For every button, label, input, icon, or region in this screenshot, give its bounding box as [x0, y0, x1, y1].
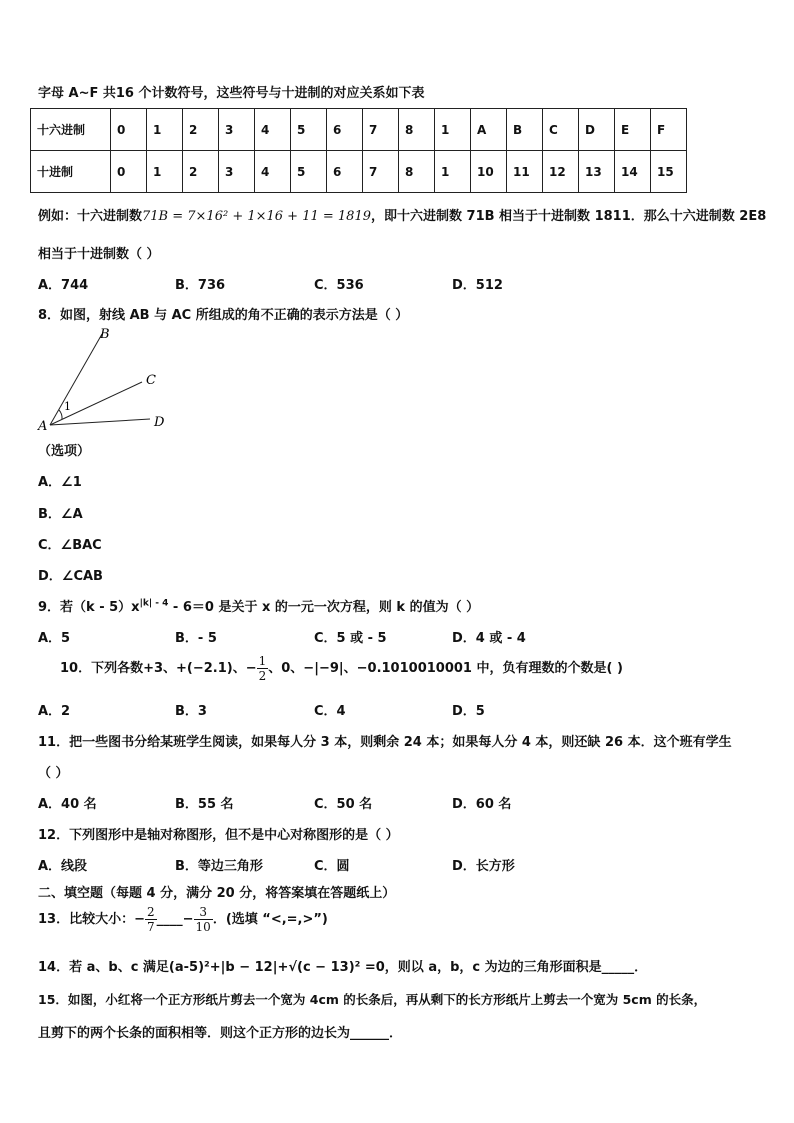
q11-line2: （ ） [38, 766, 69, 781]
q11-option-c[interactable]: C．50 名 [314, 797, 373, 812]
q7-example-formula: 71B = 7×16² + 1×16 + 11 = 1819 [142, 209, 371, 224]
label-angle-1: 1 [64, 400, 71, 413]
intro-text: 字母 A~F 共16 个计数符号，这些符号与十进制的对应关系如下表 [38, 86, 425, 101]
table-cell: 6 [327, 151, 363, 193]
q13-pre: 13．比较大小：− [38, 912, 145, 927]
q7-example [38, 205, 766, 224]
q13-mid: ____− [156, 912, 194, 927]
q10-option-c[interactable]: C．4 [314, 704, 346, 719]
table-cell: 6 [327, 109, 363, 151]
table-row-hex [31, 109, 687, 151]
q12-option-d[interactable]: D．长方形 [452, 859, 515, 874]
q10-post: 、0、−|−9|、−0.1010010001 中，负有理数的个数是( ) [268, 661, 623, 676]
table-cell: 1 [147, 109, 183, 151]
q10-frac-den: 2 [258, 669, 267, 683]
table-cell: 13 [579, 151, 615, 193]
q8-option-a[interactable]: A．∠1 [38, 475, 82, 490]
q10-option-b[interactable]: B．3 [175, 704, 207, 719]
table-cell: 十六进制 [31, 109, 111, 151]
q13-f2-num: 3 [194, 905, 213, 920]
table-cell: 0 [111, 109, 147, 151]
q7-option-d[interactable]: D．512 [452, 278, 503, 293]
table-cell: C [543, 109, 579, 151]
table-cell: 8 [399, 151, 435, 193]
q7-option-b[interactable]: B．736 [175, 278, 226, 293]
q11-option-b[interactable]: B．55 名 [175, 797, 234, 812]
table-cell: 11 [507, 151, 543, 193]
q7-option-c[interactable]: C．536 [314, 278, 364, 293]
q13-stem [38, 905, 328, 934]
section-2-heading: 二、填空题（每题 4 分，满分 20 分，将答案填在答题纸上） [38, 886, 396, 901]
q13-fraction-1 [145, 905, 157, 934]
table-cell: 十进制 [31, 151, 111, 193]
q9-stem-post: - 6＝0 是关于 x 的一元一次方程，则 k 的值为（ ） [168, 600, 480, 615]
q7-option-a[interactable]: A．744 [38, 278, 89, 293]
table-cell: 2 [183, 109, 219, 151]
q9-stem-pre: 9．若（k - 5）x [38, 600, 140, 615]
q12-option-b[interactable]: B．等边三角形 [175, 859, 263, 874]
table-cell: 5 [291, 151, 327, 193]
q9-option-a[interactable]: A．5 [38, 631, 71, 646]
angle-arc [59, 410, 62, 419]
q7-example-pre: 例如：十六进制数 [38, 209, 143, 224]
table-cell: 4 [255, 151, 291, 193]
table-cell: A [471, 109, 507, 151]
q10-option-d[interactable]: D．5 [452, 704, 485, 719]
q10-stem [60, 654, 623, 683]
table-cell: 12 [543, 151, 579, 193]
q9-exponent: |k| - 4 [139, 598, 169, 609]
table-row-decimal [31, 151, 687, 193]
q10-pre: 10．下列各数+3、+(−2.1)、− [60, 661, 257, 676]
q13-f2-den: 10 [195, 920, 211, 934]
q8-option-d[interactable]: D．∠CAB [38, 569, 103, 584]
q11-stem: 11．把一些图书分给某班学生阅读，如果每人分 3 本，则剩余 24 本；如果每人分 4 本，则还缺 26 本．这个班有学生 [38, 735, 732, 750]
ray-ab [50, 334, 102, 425]
q15-line1: 15．如图，小红将一个正方形纸片剪去一个宽为 4cm 的长条后，再从剩下的长方形纸片上剪去一个宽为 5cm 的长条， [38, 992, 707, 1007]
q7-example-post: ，即十六进制数 71B 相当于十进制数 1811．那么十六进制数 2E8 [371, 209, 767, 224]
q13-f1-num: 2 [146, 905, 155, 919]
ray-ad [50, 419, 150, 425]
table-cell: 1 [147, 151, 183, 193]
q8-angle-figure [30, 322, 180, 434]
q9-option-d[interactable]: D．4 或 - 4 [452, 631, 526, 646]
table-cell: 5 [291, 109, 327, 151]
table-cell: 3 [219, 151, 255, 193]
table-cell: 7 [363, 151, 399, 193]
q9-stem [38, 596, 479, 615]
table-cell: 15 [651, 151, 687, 193]
q15-line2: 且剪下的两个长条的面积相等．则这个正方形的边长为______． [38, 1026, 403, 1041]
q8-stem: 8．如图，射线 AB 与 AC 所组成的角不正确的表示方法是（ ） [38, 308, 409, 323]
table-cell: 1 [435, 109, 471, 151]
table-cell: 3 [219, 109, 255, 151]
table-cell: 8 [399, 109, 435, 151]
label-d: D [154, 415, 165, 430]
table-cell: 1 [435, 151, 471, 193]
table-cell: 4 [255, 109, 291, 151]
hex-decimal-table [30, 108, 687, 193]
table-cell: B [507, 109, 543, 151]
table-cell: 10 [471, 151, 507, 193]
q11-option-a[interactable]: A．40 名 [38, 797, 97, 812]
label-b: B [100, 327, 110, 342]
table-cell: E [615, 109, 651, 151]
table-cell: 14 [615, 151, 651, 193]
table-cell: 2 [183, 151, 219, 193]
table-cell: F [651, 109, 687, 151]
q9-option-c[interactable]: C．5 或 - 5 [314, 631, 387, 646]
label-c: C [146, 373, 156, 388]
q10-fraction [257, 654, 269, 683]
q13-f1-den: 7 [146, 920, 155, 934]
table-cell: 7 [363, 109, 399, 151]
q8-option-b[interactable]: B．∠A [38, 507, 83, 522]
table-cell: 0 [111, 151, 147, 193]
q12-stem: 12．下列图形中是轴对称图形，但不是中心对称图形的是（ ） [38, 828, 399, 843]
q9-option-b[interactable]: B．- 5 [175, 631, 217, 646]
q8-caption: （选项） [38, 444, 91, 459]
table-cell: D [579, 109, 615, 151]
q13-fraction-2 [194, 905, 213, 934]
q8-option-c[interactable]: C．∠BAC [38, 538, 102, 553]
label-a: A [38, 419, 48, 434]
q10-frac-num: 1 [258, 654, 267, 668]
q13-post: ．(选填 “<,=,>”) [212, 912, 328, 927]
q14-stem: 14．若 a、b、c 满足(a-5)²+|b − 12|+√(c − 13)² =0，则以 a，b，c 为边的三角形面积是_____． [38, 960, 648, 975]
q11-option-d[interactable]: D．60 名 [452, 797, 512, 812]
q12-option-c[interactable]: C．圆 [314, 859, 350, 874]
q7-line2: 相当于十进制数（ ） [38, 247, 160, 262]
q12-option-a[interactable]: A．线段 [38, 859, 88, 874]
q10-option-a[interactable]: A．2 [38, 704, 71, 719]
